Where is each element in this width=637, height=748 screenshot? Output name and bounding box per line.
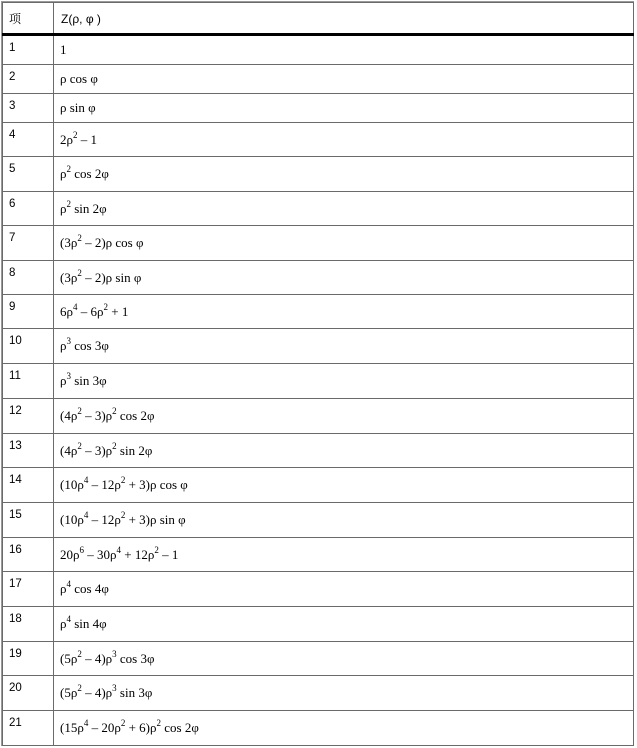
zernike-formula: $\rho^3$ sin 3φ <box>54 364 634 399</box>
term-number: 17 <box>3 572 54 607</box>
term-number: 1 <box>3 35 54 65</box>
term-number: 5 <box>3 157 54 192</box>
term-number: 7 <box>3 226 54 261</box>
table-row <box>3 642 634 676</box>
table-row <box>3 157 634 192</box>
table-row <box>3 538 634 572</box>
table-row <box>3 676 634 711</box>
table-row <box>3 226 634 261</box>
term-number: 16 <box>3 538 54 572</box>
table-row <box>3 399 634 434</box>
term-number: 3 <box>3 94 54 123</box>
zernike-formula: $(5\rho^2 - 4)\rho^3$ sin 3φ <box>54 676 634 711</box>
zernike-formula: $6\rho^4 - 6\rho^2 + 1$ <box>54 295 634 329</box>
term-number: 4 <box>3 123 54 157</box>
term-number: 12 <box>3 399 54 434</box>
table-row <box>3 192 634 226</box>
term-number: 18 <box>3 607 54 642</box>
table-row <box>3 94 634 123</box>
zernike-formula: $(4\rho^2 - 3)\rho^2$ cos 2φ <box>54 399 634 434</box>
term-number: 2 <box>3 65 54 94</box>
zernike-formula: ρ sin φ <box>54 94 634 123</box>
zernike-formula: $(10\rho^4 - 12\rho^2 + 3)\rho$ cos φ <box>54 468 634 503</box>
term-number: 14 <box>3 468 54 503</box>
zernike-formula: 1 <box>54 35 634 65</box>
table-row <box>3 35 634 65</box>
header-row <box>3 3 634 35</box>
table-body <box>3 35 634 746</box>
zernike-formula: $\rho^4$ cos 4φ <box>54 572 634 607</box>
zernike-formula: $2\rho^2 - 1$ <box>54 123 634 157</box>
zernike-formula: $\rho^2$ cos 2φ <box>54 157 634 192</box>
table-row <box>3 261 634 295</box>
term-number: 6 <box>3 192 54 226</box>
table-row <box>3 468 634 503</box>
zernike-formula: $(3\rho^2 - 2)\rho$ cos φ <box>54 226 634 261</box>
table-row <box>3 65 634 94</box>
zernike-formula: $\rho^3$ cos 3φ <box>54 329 634 364</box>
term-number: 10 <box>3 329 54 364</box>
term-number: 21 <box>3 711 54 746</box>
term-number: 8 <box>3 261 54 295</box>
zernike-formula: $(5\rho^2 - 4)\rho^3$ cos 3φ <box>54 642 634 676</box>
term-number: 19 <box>3 642 54 676</box>
table-row <box>3 503 634 538</box>
table-row <box>3 295 634 329</box>
zernike-formula: $(15\rho^4 - 20\rho^2 + 6)\rho^2$ cos 2φ <box>54 711 634 746</box>
table-row <box>3 364 634 399</box>
term-number: 13 <box>3 434 54 468</box>
table-row <box>3 123 634 157</box>
term-number: 15 <box>3 503 54 538</box>
term-number: 20 <box>3 676 54 711</box>
term-header: 项 <box>3 3 54 35</box>
term-number: 9 <box>3 295 54 329</box>
table-row <box>3 711 634 746</box>
table-row <box>3 572 634 607</box>
zernike-formula: $(10\rho^4 - 12\rho^2 + 3)\rho$ sin φ <box>54 503 634 538</box>
zernike-formula: $(4\rho^2 - 3)\rho^2$ sin 2φ <box>54 434 634 468</box>
zernike-formula: ρ cos φ <box>54 65 634 94</box>
table-row <box>3 607 634 642</box>
zernike-table <box>2 2 634 746</box>
table-row <box>3 329 634 364</box>
table-row <box>3 434 634 468</box>
zernike-formula: $\rho^2$ sin 2φ <box>54 192 634 226</box>
zernike-formula: $\rho^4$ sin 4φ <box>54 607 634 642</box>
zernike-formula: $20\rho^6 - 30\rho^4 + 12\rho^2 - 1$ <box>54 538 634 572</box>
term-number: 11 <box>3 364 54 399</box>
formula-header: Z(ρ, φ ) <box>54 3 634 35</box>
zernike-formula: $(3\rho^2 - 2)\rho$ sin φ <box>54 261 634 295</box>
